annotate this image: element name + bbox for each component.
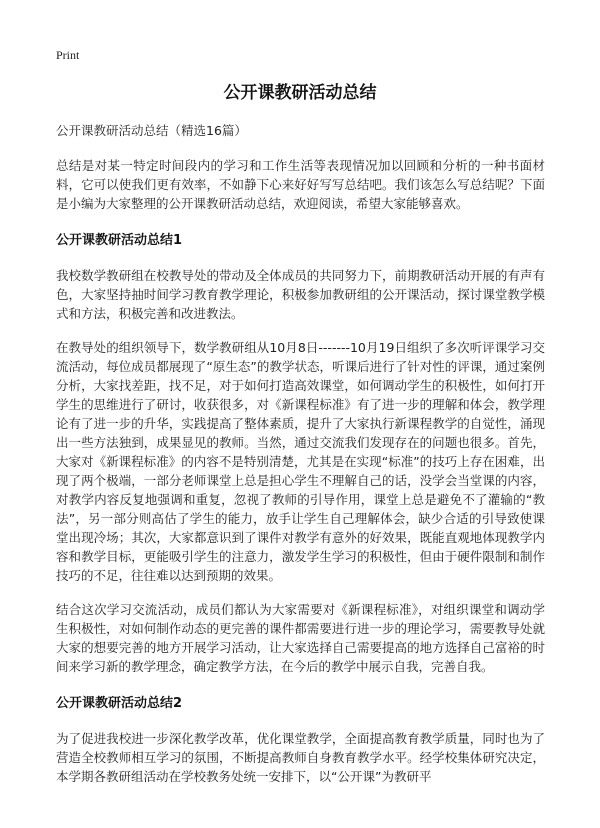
section-heading-2: 公开课教研活动总结2 xyxy=(56,696,183,711)
section-1-paragraph-3: 结合这次学习交流活动，成员们都认为大家需要对《新课程标准》，对组织课堂和调动学生积极性，对如何制作动态的更完善的课件都需要进行进一步的理论学习，需要教导处就大家的想要完善的地方开展学习活动，让大家选择自己需要提高的地方选择自己富裕的时间来学习新的教学理念，确定教学方法，在今后的教学中展示自我，完善自我。 xyxy=(56,602,545,674)
section-1-paragraph-1: 我校数学教研组在校教导处的带动及全体成员的共同努力下，前期教研活动开展的有声有色，大家坚持抽时间学习教育教学理论，积极参加教研组的公开课活动，探讨课堂教学模式和方法，积极完善和改进教法。 xyxy=(56,268,545,321)
intro-paragraph: 总结是对某一特定时间段内的学习和工作生活等表现情况加以回顾和分析的一种书面材料，它可以使我们更有效率，不如静下心来好好写写总结吧。我们该怎么写总结呢？下面是小编为大家整理的公开课教研活动总结，欢迎阅读，希望大家能够喜欢。 xyxy=(56,158,545,211)
page-title: 公开课教研活动总结 xyxy=(223,83,377,103)
article-body xyxy=(56,121,545,801)
section-1-paragraph-2: 在教导处的组织领导下，数学教研组从10月8日-------10月19日组织了多次听评课学习交流活动，每位成员都展现了“原生态”的教学状态，听课后进行了针对性的评课，通过案例分析，大家找差距，找不足，对于如何打造高效课堂，如何调动学生的积极性，如何打开学生的思维进行了研讨，收获很多，对《新课程标准》有了进一步的理解和体会，教学理论有了进一步的升华，实践提高了整体素质，提升了大家执行新课程教学的自觉性，涌现出一些方法独到，成果显见的教师。当然，通过交流我们发现存在的问题也很多。首先，大家对《新课程标准》的内容不是特别清楚，尤其是在实现“标准”的技巧上存在困难，出现了两个极端，一部分老师课堂上总是担心学生不理解自己的话，没学会当堂课的内容，对教学内容反复地强调和重复，忽视了教师的引导作用，课堂上总是避免不了灌输的“教法”，另一部分则高估了学生的能力，放手让学生自己理解体会，缺少合适的引导致使课堂出现冷场；其次，大家都意识到了课件对教学有意外的好效果，既能直观地体现教学内容和教学目标，更能吸引学生的注意力，激发学生学习的积极性，但由于硬件限制和制作技巧的不足，往往难以达到预期的效果。 xyxy=(56,340,545,583)
section-2-paragraph-1: 为了促进我校进一步深化教学改革，优化课堂教学，全面提高教育教学质量，同时也为了营造全校教师相互学习的氛围，不断提高教师自身教育教学水平。经学校集体研究决定，本学期各教研组活动在学校教务处统一安排下，以“公开课”为教研平 xyxy=(56,731,545,784)
section-heading-1: 公开课教研活动总结1 xyxy=(56,233,183,248)
print-link[interactable]: Print xyxy=(56,48,80,62)
article-subtitle: 公开课教研活动总结（精选16篇） xyxy=(56,123,247,138)
